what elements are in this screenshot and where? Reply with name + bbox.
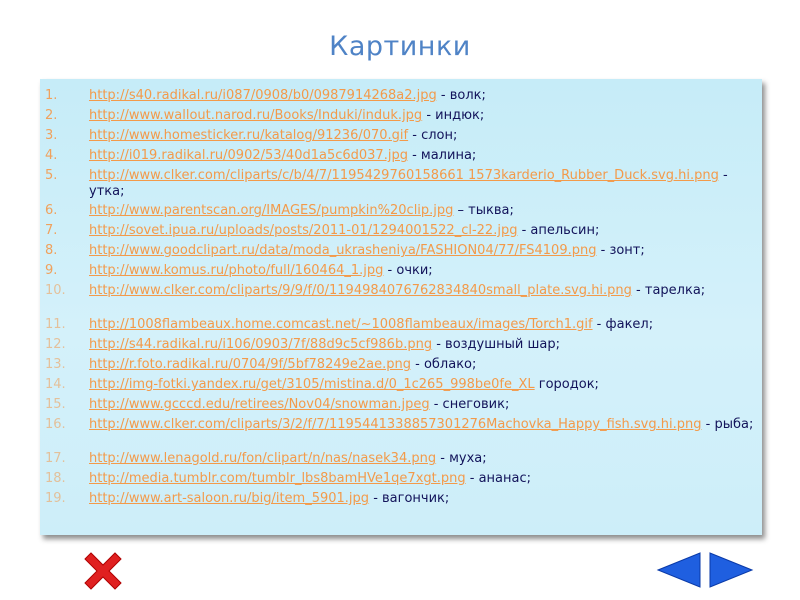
list-item-body [89, 108, 755, 124]
image-description: – тыква; [453, 203, 514, 218]
list-item-number: 14. [45, 377, 66, 392]
list-item-number: 6. [45, 203, 58, 218]
list-item-number: 18. [45, 471, 66, 486]
image-description: - индюк; [422, 108, 485, 123]
list-item-body [89, 451, 755, 467]
image-description: - факел; [592, 317, 654, 332]
list-item-number: 13. [45, 357, 66, 372]
list-item-number: 1. [45, 88, 58, 103]
list-item-body [89, 128, 755, 144]
image-link[interactable]: http://s44.radikal.ru/i106/0903/7f/88d9c5cf986b.png [89, 337, 433, 352]
close-button[interactable] [80, 548, 126, 594]
image-description: - волк; [436, 88, 486, 103]
image-link[interactable]: http://www.art-saloon.ru/big/item_5901.jpg [89, 491, 370, 506]
image-link[interactable]: http://img-fotki.yandex.ru/get/3105/mistina.d/0_1c265_998be0fe_XL [89, 377, 535, 392]
image-description: - ананас; [465, 471, 531, 486]
image-description: - рыба; [701, 417, 754, 432]
list-item-body [89, 223, 755, 239]
image-description: - облако; [411, 357, 477, 372]
image-link[interactable]: http://www.clker.com/cliparts/c/b/4/7/1195429760158661 1573karderio_Rubber_Duck.svg.hi.png [89, 168, 719, 183]
list-item-body [89, 203, 755, 219]
image-link[interactable]: http://www.homesticker.ru/katalog/91236/070.gif [89, 128, 409, 143]
image-description: - муха; [436, 451, 487, 466]
list-item-body [89, 88, 755, 104]
image-link[interactable]: http://i019.radikal.ru/0902/53/40d1a5c6d037.jpg [89, 148, 408, 163]
page-title: Картинки [329, 31, 471, 62]
list-item-number: 11. [45, 317, 66, 332]
list-item-body [89, 357, 755, 373]
list-item-body [89, 491, 755, 507]
image-link[interactable]: http://www.parentscan.org/IMAGES/pumpkin%20clip.jpg [89, 203, 454, 218]
image-link[interactable]: http://www.goodclipart.ru/data/moda_ukrasheniya/FASHION04/77/FS4109.png [89, 243, 597, 258]
list-item-number: 16. [45, 417, 66, 432]
list-item-number: 17. [45, 451, 66, 466]
list-item-body [89, 263, 755, 279]
list-item-body [89, 417, 755, 433]
list-item-number: 3. [45, 128, 58, 143]
image-link[interactable]: http://1008flambeaux.home.comcast.net/~1008flambeaux/images/Torch1.gif [89, 317, 593, 332]
list-item-body [89, 243, 755, 259]
list-item-body [89, 283, 755, 299]
list-item-number: 7. [45, 223, 58, 238]
image-description: - апельсин; [517, 223, 600, 238]
list-item-number: 4. [45, 148, 58, 163]
image-description: - малина; [407, 148, 477, 163]
image-description: - тарелка; [631, 283, 706, 298]
list-item-body [89, 471, 755, 487]
image-link[interactable]: http://www.lenagold.ru/fon/clipart/n/nas/nasek34.png [89, 451, 437, 466]
image-description: - вагончик; [369, 491, 450, 506]
image-link[interactable]: http://r.foto.radikal.ru/0704/9f/5bf78249e2ae.png [89, 357, 411, 372]
list-item-body [89, 168, 755, 200]
next-button[interactable] [708, 551, 754, 589]
list-item-number: 15. [45, 397, 66, 412]
image-description: - воздушный шар; [432, 337, 560, 352]
image-link[interactable]: http://www.komus.ru/photo/full/160464_1.jpg [89, 263, 384, 278]
arrow-left-icon [656, 551, 702, 589]
list-item-number: 19. [45, 491, 66, 506]
list-item-body [89, 377, 755, 393]
list-item-body [89, 317, 755, 333]
list-item-number: 9. [45, 263, 58, 278]
image-link[interactable]: http://www.gcccd.edu/retirees/Nov04/snowman.jpeg [89, 397, 430, 412]
prev-button[interactable] [656, 551, 702, 589]
image-link[interactable]: http://media.tumblr.com/tumblr_lbs8bamHVe1qe7xgt.png [89, 471, 466, 486]
list-item-number: 8. [45, 243, 58, 258]
image-link[interactable]: http://s40.radikal.ru/i087/0908/b0/0987914268a2.jpg [89, 88, 437, 103]
list-item-body [89, 148, 755, 164]
image-description: - слон; [408, 128, 458, 143]
image-description: - очки; [383, 263, 433, 278]
list-item-number: 5. [45, 168, 58, 183]
image-description: - утка; [89, 168, 728, 199]
image-link[interactable]: http://www.clker.com/cliparts/9/9/f/0/1194984076762834840small_plate.svg.hi.png [89, 283, 632, 298]
close-icon [80, 548, 126, 594]
image-description: - зонт; [596, 243, 645, 258]
image-description: - снеговик; [429, 397, 510, 412]
arrow-right-icon [708, 551, 754, 589]
image-link[interactable]: http://www.wallout.narod.ru/Books/Induki/induk.jpg [89, 108, 423, 123]
image-link[interactable]: http://www.clker.com/cliparts/3/2/f/7/1195441338857301276Machovka_Happy_fish.svg.hi.png [89, 417, 702, 432]
list-item-number: 12. [45, 337, 66, 352]
image-description: городок; [534, 377, 599, 392]
links-panel [40, 79, 762, 535]
list-item-body [89, 337, 755, 353]
list-item-number: 10. [45, 283, 66, 298]
list-item-body [89, 397, 755, 413]
list-item-number: 2. [45, 108, 58, 123]
image-link[interactable]: http://sovet.ipua.ru/uploads/posts/2011-01/1294001522_cl-22.jpg [89, 223, 518, 238]
